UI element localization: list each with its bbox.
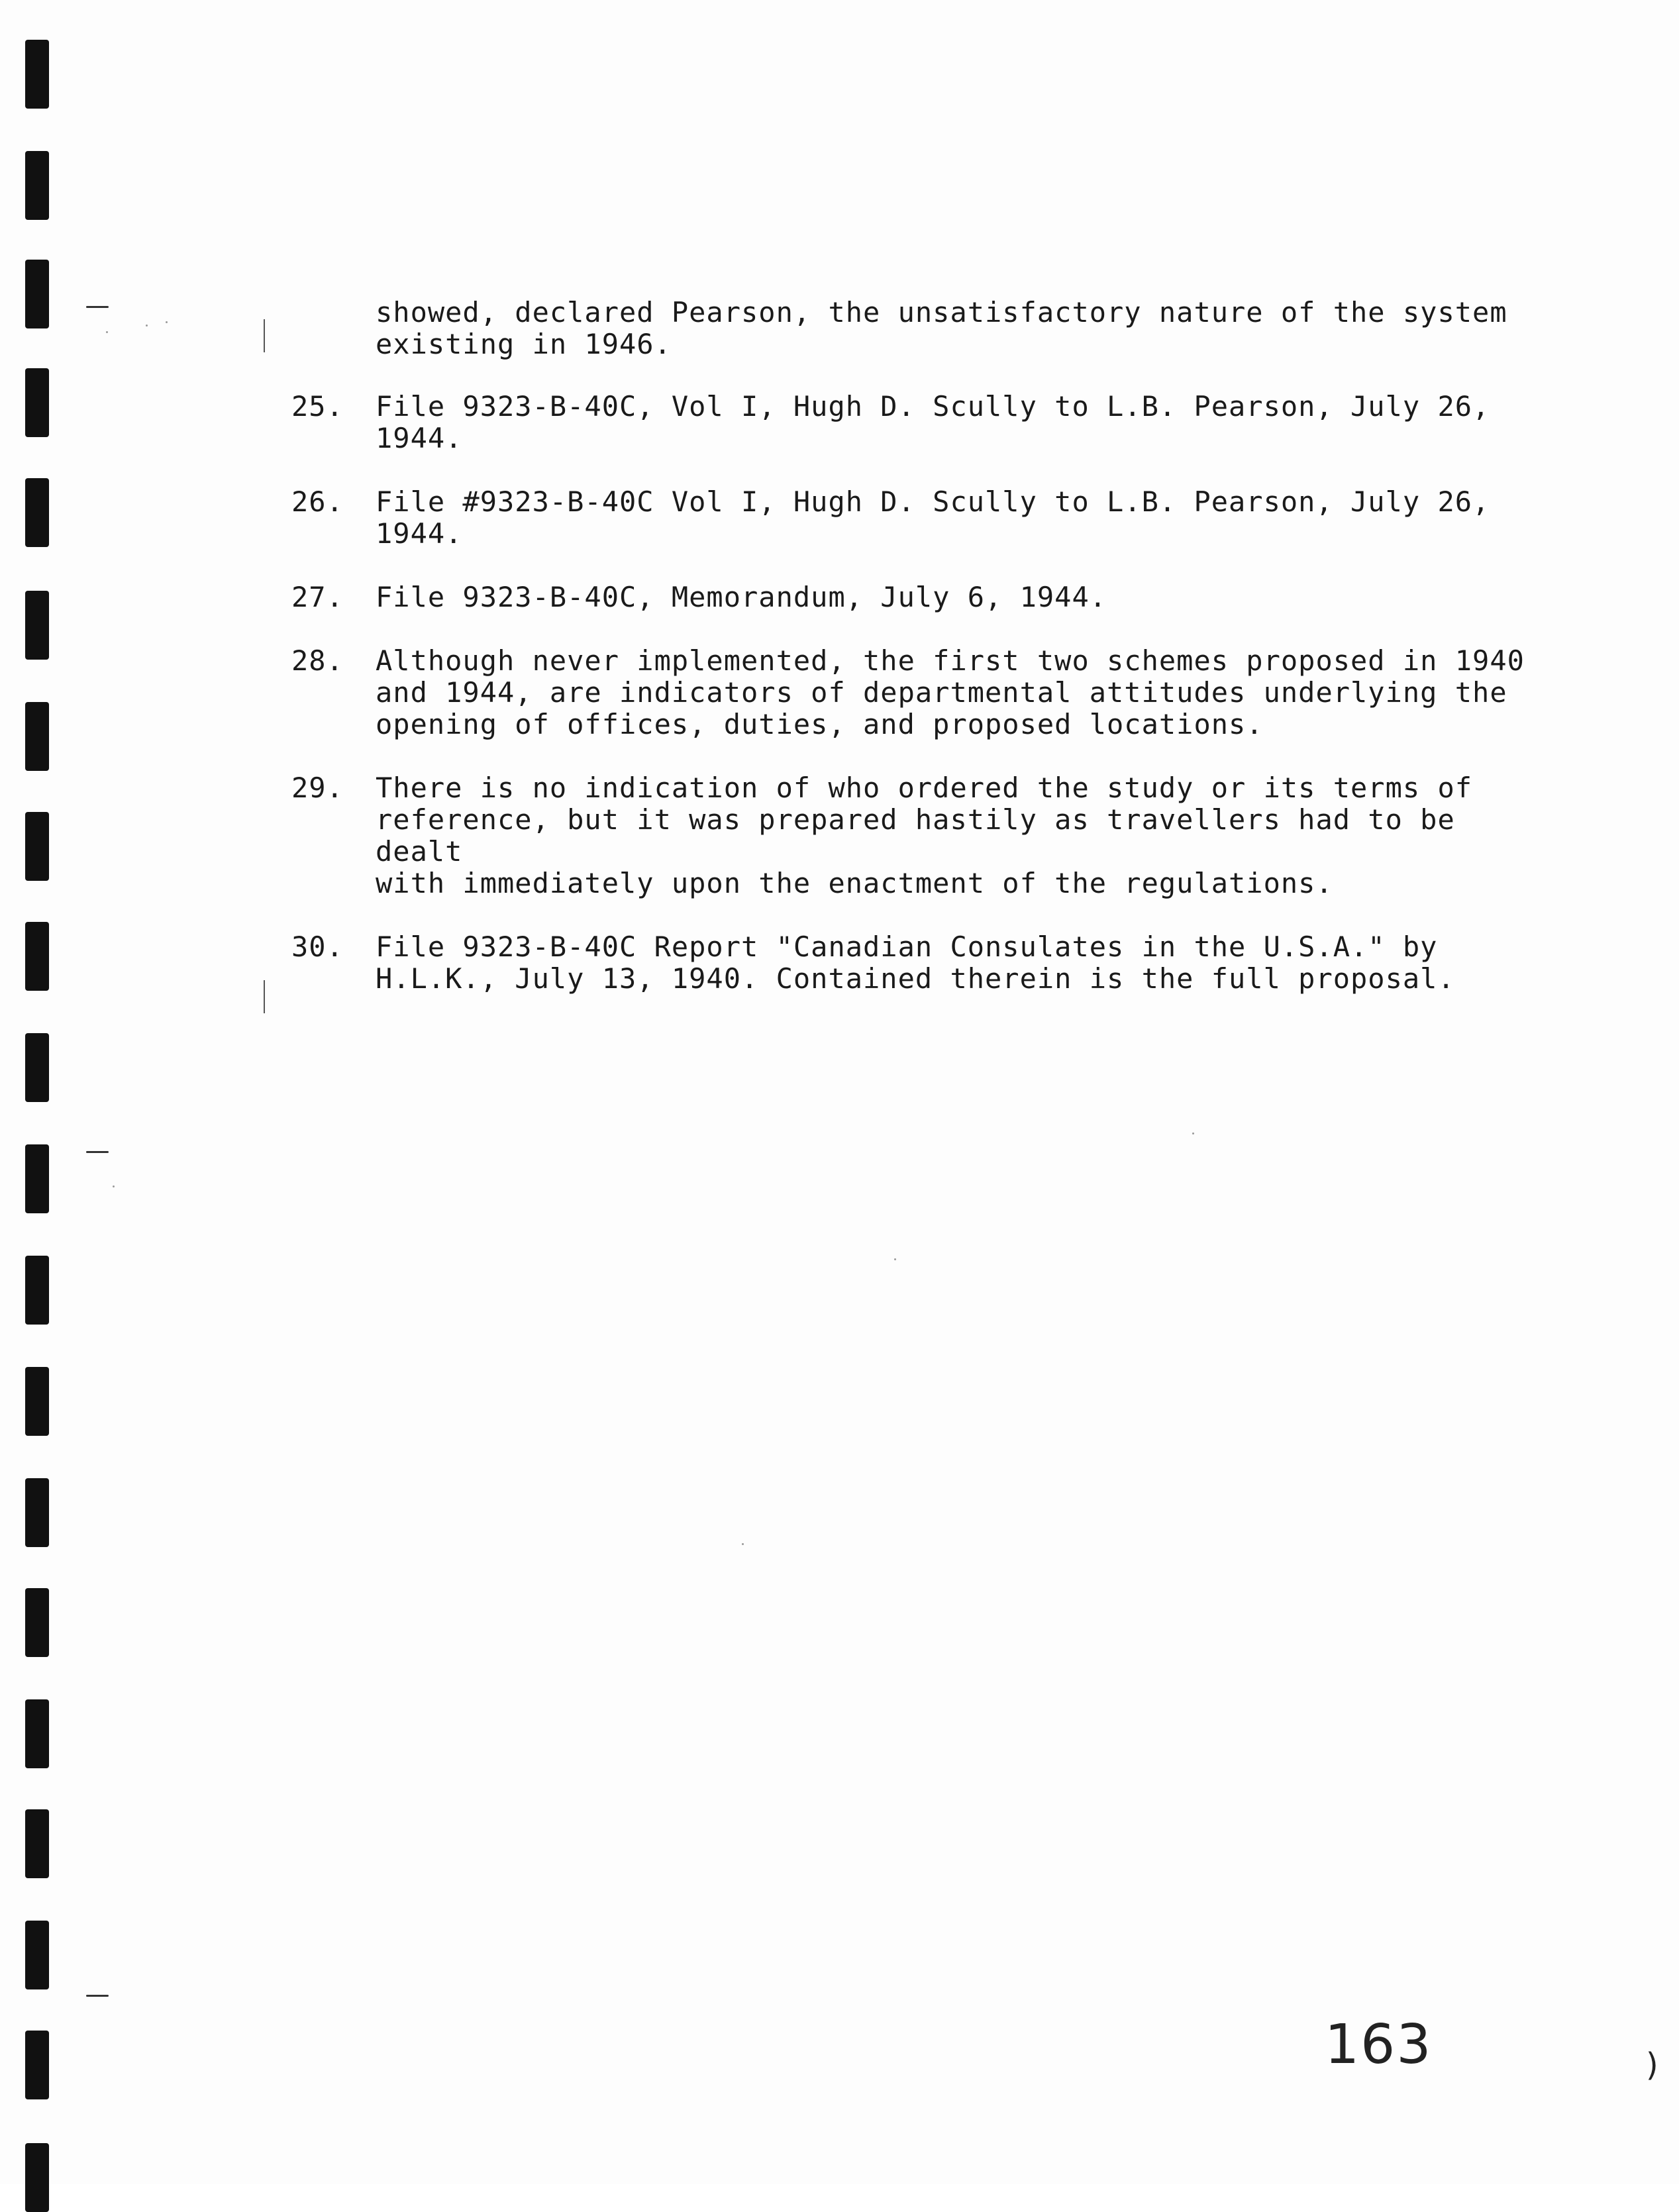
- binding-mark: [25, 2143, 49, 2212]
- footnote-number: 27.: [291, 581, 344, 613]
- footnote-text: File #9323-B-40C Vol I, Hugh D. Scully to L.B. Pearson, July 26, 1944.: [376, 485, 1490, 550]
- binding-mark: [25, 260, 49, 328]
- footnote-number: 25.: [291, 390, 344, 423]
- binding-mark: [25, 1367, 49, 1436]
- binding-mark: [25, 591, 49, 660]
- margin-stroke: [264, 319, 265, 352]
- margin-tick: [86, 1995, 109, 1997]
- binding-mark: [25, 1478, 49, 1547]
- speck: [146, 325, 148, 327]
- speck: [894, 1258, 896, 1260]
- binding-mark: [25, 1144, 49, 1213]
- page-number: 163: [1325, 2013, 1433, 2076]
- binding-mark: [25, 478, 49, 547]
- footnotes-block: [291, 297, 1537, 1027]
- margin-tick: [86, 1151, 109, 1153]
- footnote-text: File 9323-B-40C, Vol I, Hugh D. Scully to L.B. Pearson, July 26, 1944.: [376, 390, 1490, 454]
- footnote-number: 28.: [291, 644, 344, 677]
- margin-stroke: [264, 980, 265, 1013]
- binding-mark: [25, 1921, 49, 1989]
- binding-mark: [25, 812, 49, 881]
- footnote: [291, 581, 1537, 613]
- footnote-number: 30.: [291, 930, 344, 963]
- binding-mark: [25, 1588, 49, 1657]
- footnote-text: File 9323-B-40C, Memorandum, July 6, 1944.: [376, 581, 1107, 613]
- footnote: [291, 486, 1537, 550]
- footnote-number: 26.: [291, 485, 344, 518]
- speck: [742, 1543, 744, 1545]
- binding-mark: [25, 922, 49, 991]
- continuation-text: showed, declared Pearson, the unsatisfactory nature of the system existing in 1946.: [376, 296, 1507, 360]
- speck: [106, 331, 108, 333]
- binding-mark: [25, 1699, 49, 1768]
- binding-mark: [25, 1809, 49, 1878]
- binding-mark: [25, 40, 49, 109]
- binding-mark: [25, 368, 49, 437]
- footnote-text: There is no indication of who ordered the study or its terms of reference, but it was prepared hastily as travellers had to be dealt with immediately upon the enactment of the regulations.: [376, 772, 1473, 899]
- footnote: [291, 772, 1537, 899]
- binding-mark: [25, 1033, 49, 1102]
- footnote-text: File 9323-B-40C Report "Canadian Consulates in the U.S.A." by H.L.K., July 13, 1940. Contained therein is the full proposal.: [376, 930, 1455, 995]
- binding-mark: [25, 2031, 49, 2099]
- speck: [1192, 1132, 1194, 1134]
- binding-mark: [25, 702, 49, 771]
- speck: [113, 1185, 115, 1187]
- footnote: [291, 931, 1537, 995]
- speck: [166, 321, 168, 323]
- binding-mark: [25, 1256, 49, 1325]
- edge-mark: ): [1646, 2046, 1658, 2084]
- margin-tick: [86, 306, 109, 308]
- footnote: [291, 391, 1537, 454]
- footnote-text: Although never implemented, the first two schemes proposed in 1940 and 1944, are indicators of departmental attitudes underlying the opening of offices, duties, and proposed locations.: [376, 644, 1525, 740]
- footnote-number: 29.: [291, 772, 344, 804]
- binding-mark: [25, 151, 49, 220]
- footnote: [291, 645, 1537, 740]
